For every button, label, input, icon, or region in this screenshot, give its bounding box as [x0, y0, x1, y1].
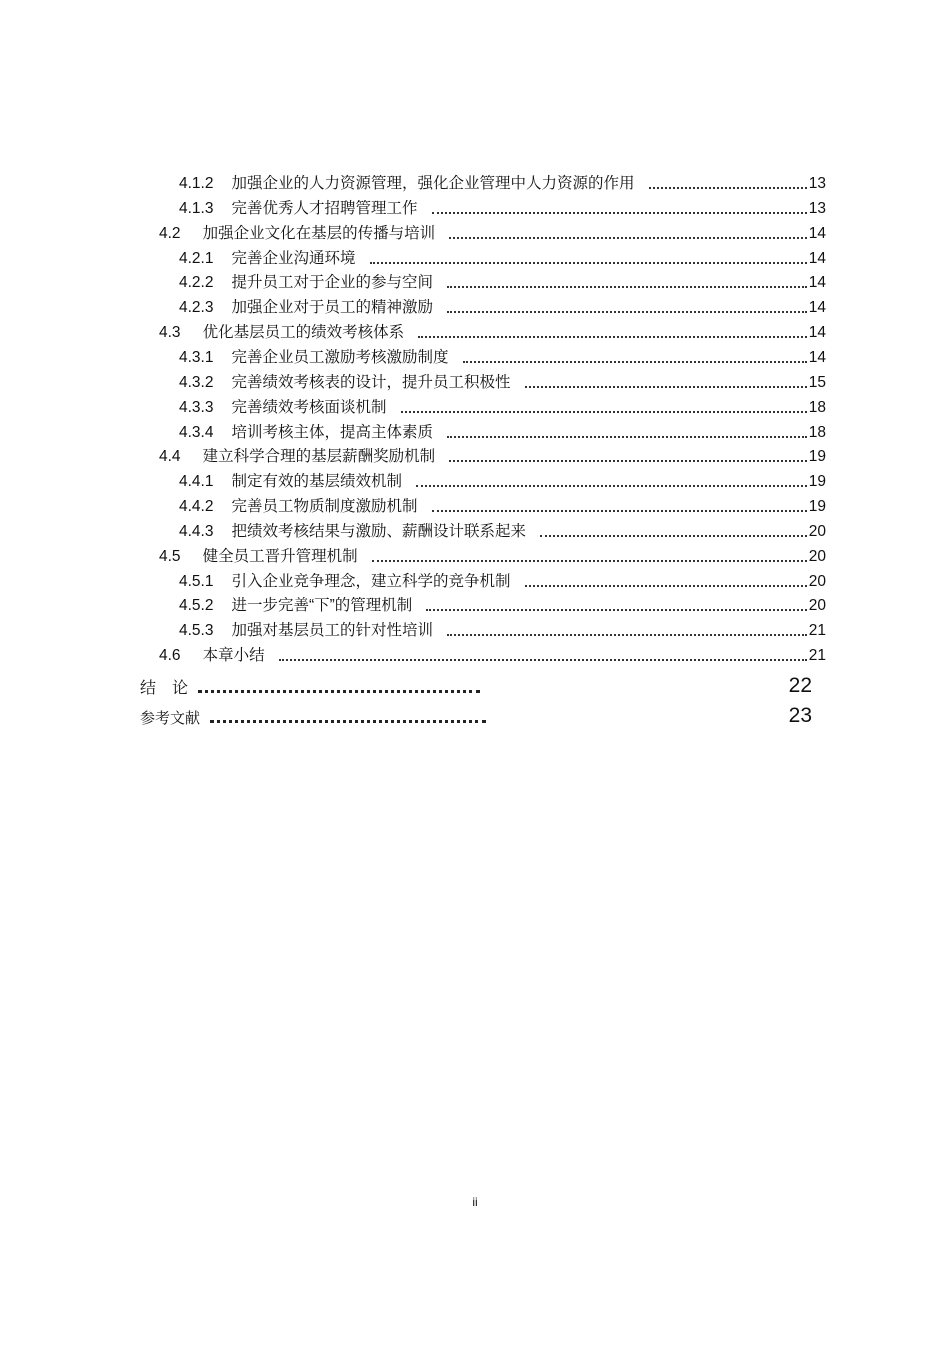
- toc-entry: [179, 293, 826, 317]
- leader-dots: [525, 385, 807, 388]
- leader-dots: [401, 410, 807, 413]
- toc-entry-number: 4.4: [159, 448, 181, 465]
- leader-dots: [447, 435, 807, 438]
- toc-entry: [159, 542, 826, 566]
- toc-entry: [179, 244, 826, 268]
- toc-entry-number: 4.1.2: [179, 175, 214, 192]
- toc-entry-page: 14: [808, 349, 826, 366]
- toc-entry: [179, 343, 826, 367]
- toc-entry-references: [140, 702, 812, 728]
- toc-entry-number: 4.3.3: [179, 399, 214, 416]
- leader-dots: [426, 608, 806, 611]
- toc-entry-number: 4.6: [159, 647, 181, 664]
- toc-entry-number: 4.5.2: [179, 597, 214, 614]
- toc-entry-number: 4.4.2: [179, 498, 214, 515]
- leader-dots: [432, 509, 807, 512]
- toc-entry-title: 完善绩效考核表的设计，提升员工积极性: [231, 374, 511, 391]
- toc-entry-page: 14: [808, 250, 826, 267]
- toc-entry-title: 参考文献: [140, 710, 201, 727]
- toc-entry: [179, 616, 826, 640]
- toc-entry-page: 14: [808, 324, 826, 341]
- toc-entry-title: 建立科学合理的基层薪酬奖励机制: [202, 448, 436, 465]
- toc-entry-number: 4.4.1: [179, 473, 214, 490]
- leader-dots: [540, 534, 807, 537]
- leader-dots: [649, 186, 807, 189]
- page-number: ii: [472, 1195, 478, 1209]
- toc-entry: [179, 492, 826, 516]
- toc-entry: [159, 442, 826, 466]
- leader-dots: [463, 360, 807, 363]
- toc-entry-page: 22: [788, 674, 812, 697]
- toc-entry-title: 完善企业员工激励考核激励制度: [231, 349, 449, 366]
- toc-entry: [159, 641, 826, 665]
- toc-entry-title: 本章小结: [202, 647, 265, 664]
- toc-entry-title: 加强对基层员工的针对性培训: [231, 622, 433, 639]
- toc-entry-page: 21: [808, 647, 826, 664]
- toc-entry: [159, 318, 826, 342]
- leader-dots: [447, 310, 807, 313]
- toc-entry: [179, 517, 826, 541]
- toc-entry-title: 结 论: [140, 680, 189, 697]
- toc-entry-number: 4.3: [159, 324, 181, 341]
- toc-entry-title: 完善绩效考核面谈机制: [231, 399, 387, 416]
- toc-entry-page: 13: [808, 200, 826, 217]
- toc-entry-title: 进一步完善“下”的管理机制: [231, 597, 413, 614]
- toc-entry-number: 4.5: [159, 548, 181, 565]
- toc-entry-number: 4.4.3: [179, 523, 214, 540]
- toc-entry-number: 4.1.3: [179, 200, 214, 217]
- toc-entry: [179, 169, 826, 193]
- leader-dots: [198, 689, 480, 693]
- leader-dots: [372, 559, 807, 562]
- toc-entry-title: 完善员工物质制度激励机制: [231, 498, 418, 515]
- toc-entry-title: 优化基层员工的绩效考核体系: [202, 324, 405, 341]
- toc-entry-page: 19: [808, 448, 826, 465]
- toc-entry-number: 4.2.1: [179, 250, 214, 267]
- toc-entry-number: 4.2: [159, 225, 181, 242]
- toc-entry: [179, 393, 826, 417]
- toc-entry: [179, 368, 826, 392]
- toc-entry-title: 加强企业对于员工的精神激励: [231, 299, 433, 316]
- toc-entry-page: 19: [808, 473, 826, 490]
- toc-entry-title: 完善企业沟通环境: [231, 250, 356, 267]
- toc-entry: [179, 194, 826, 218]
- leader-dots: [525, 584, 807, 587]
- toc-entry-page: 20: [808, 548, 826, 565]
- leader-dots: [449, 236, 807, 239]
- leader-dots: [418, 335, 807, 338]
- toc-entry-title: 健全员工晋升管理机制: [202, 548, 358, 565]
- leader-dots: [447, 285, 807, 288]
- toc-entry-page: 13: [808, 175, 826, 192]
- toc-entry-title: 加强企业文化在基层的传播与培训: [202, 225, 436, 242]
- toc-entry-title: 完善优秀人才招聘管理工作: [231, 200, 418, 217]
- toc-entry: [179, 467, 826, 491]
- toc-entry-page: 15: [808, 374, 826, 391]
- leader-dots: [447, 633, 807, 636]
- toc-entry-page: 18: [808, 399, 826, 416]
- toc-entry-title: 加强企业的人力资源管理，强化企业管理中人力资源的作用: [231, 175, 635, 192]
- toc-entry-title: 把绩效考核结果与激励、薪酬设计联系起来: [231, 523, 526, 540]
- toc-entry-page: 14: [808, 274, 826, 291]
- leader-dots: [432, 211, 807, 214]
- toc-entry-page: 21: [808, 622, 826, 639]
- leader-dots: [210, 719, 486, 723]
- leader-dots: [416, 484, 807, 487]
- toc-entry: [179, 418, 826, 442]
- leader-dots: [449, 459, 807, 462]
- toc-entry-number: 4.5.1: [179, 573, 214, 590]
- toc-entry-page: 14: [808, 225, 826, 242]
- toc-entry-page: 19: [808, 498, 826, 515]
- toc-entry: [179, 591, 826, 615]
- toc-entry-title: 制定有效的基层绩效机制: [231, 473, 402, 490]
- toc-entry-number: 4.3.1: [179, 349, 214, 366]
- leader-dots: [370, 261, 807, 264]
- toc-entry-conclusion: [140, 672, 812, 698]
- toc-entry-page: 18: [808, 424, 826, 441]
- toc-entry-page: 20: [808, 523, 826, 540]
- toc-entry: [179, 268, 826, 292]
- toc-entry: [159, 219, 826, 243]
- toc-entry-page: 23: [788, 704, 812, 727]
- toc-entry-number: 4.3.2: [179, 374, 214, 391]
- toc-entry-title: 提升员工对于企业的参与空间: [231, 274, 433, 291]
- toc-entry-title: 引入企业竞争理念，建立科学的竞争机制: [231, 573, 511, 590]
- toc-entry-page: 20: [808, 597, 826, 614]
- toc-entry: [179, 567, 826, 591]
- toc-entry-number: 4.5.3: [179, 622, 214, 639]
- toc-entry-number: 4.3.4: [179, 424, 214, 441]
- toc-entry-number: 4.2.3: [179, 299, 214, 316]
- toc-entry-page: 20: [808, 573, 826, 590]
- leader-dots: [279, 658, 807, 661]
- toc-entry-number: 4.2.2: [179, 274, 214, 291]
- toc-entry-page: 14: [808, 299, 826, 316]
- toc-entry-title: 培训考核主体，提高主体素质: [231, 424, 433, 441]
